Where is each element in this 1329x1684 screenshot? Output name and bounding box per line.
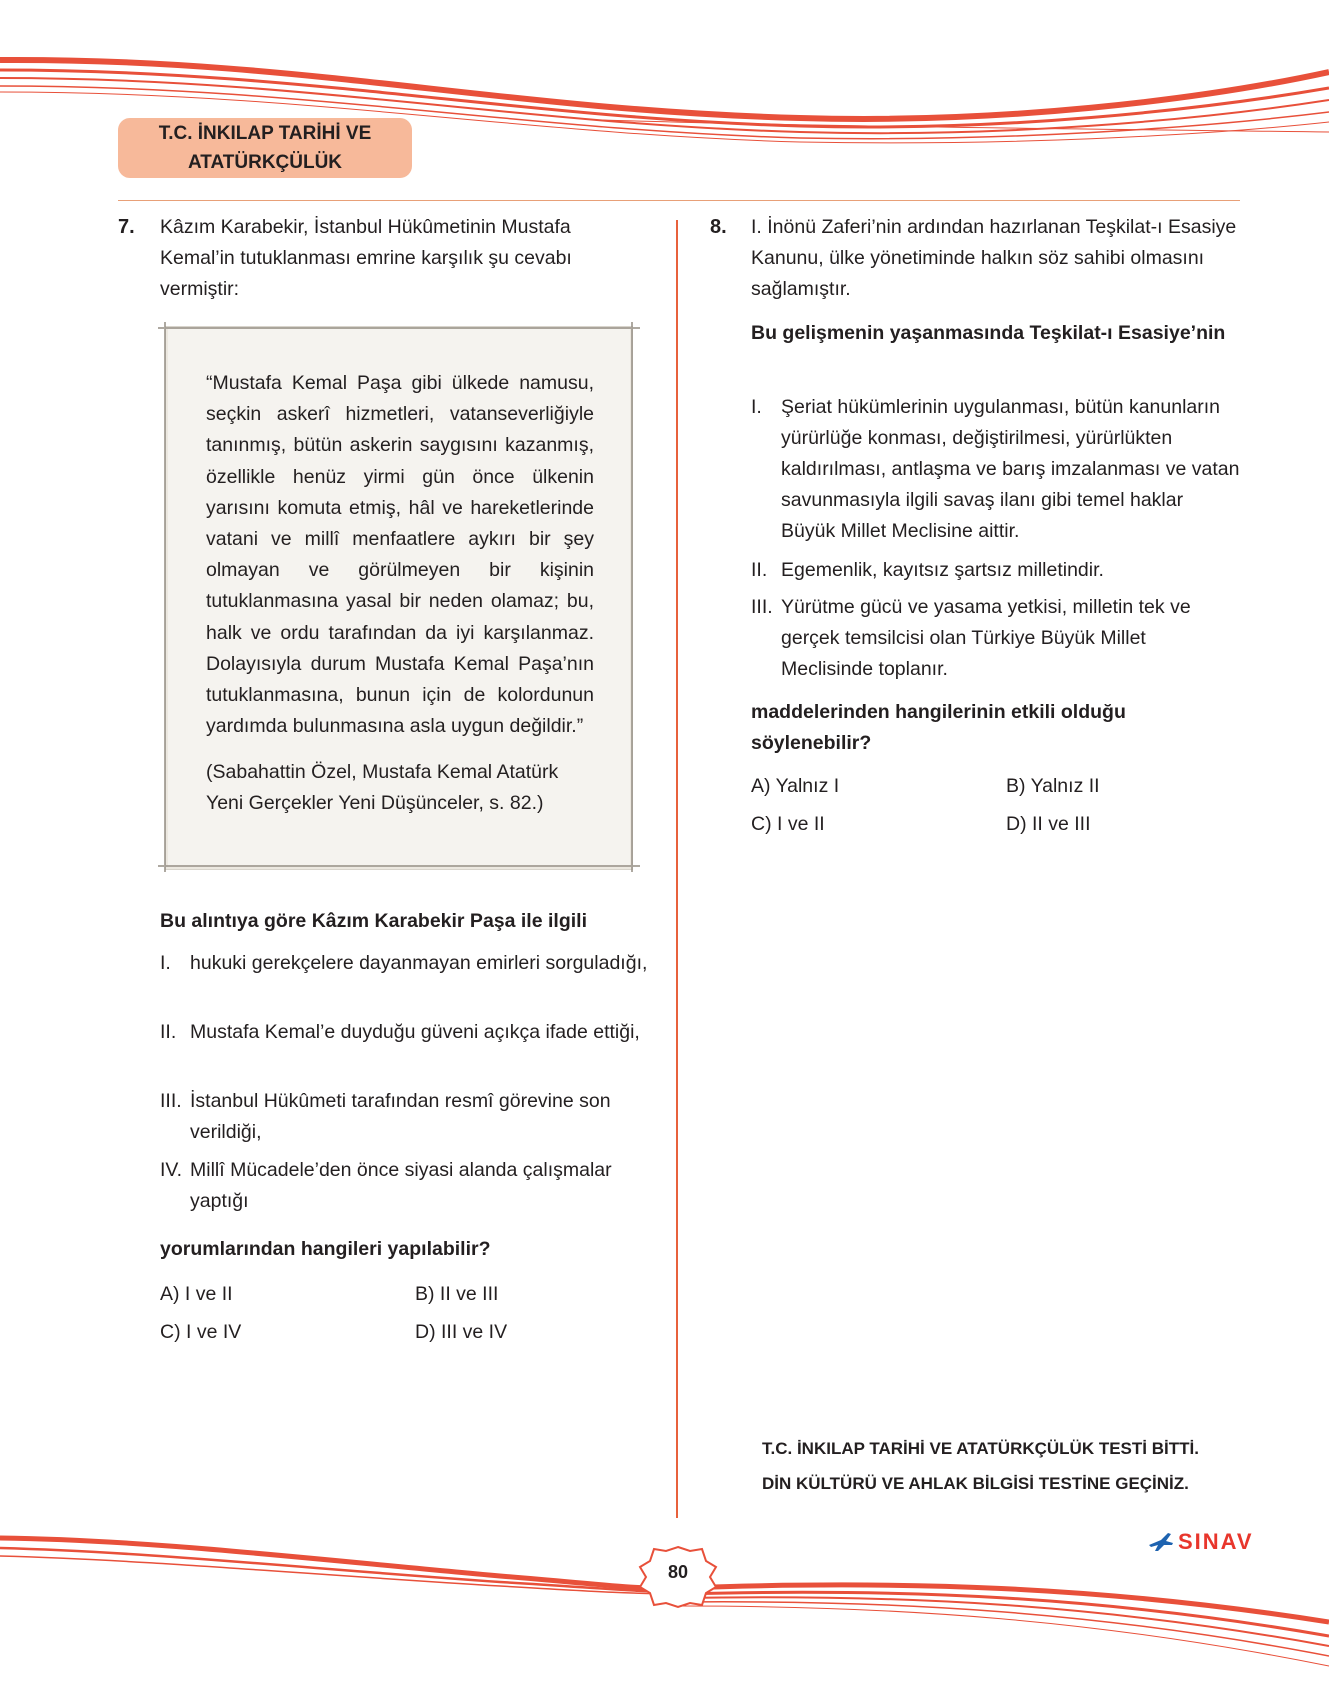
subject-title: T.C. İNKILAP TARİHİ VE ATATÜRKÇÜLÜK bbox=[158, 123, 372, 173]
question-7-stem: Bu alıntıya göre Kâzım Karabekir Paşa ile ilgili bbox=[160, 910, 587, 932]
question-7-intro: Kâzım Karabekir, İstanbul Hükûmetinin Mustafa Kemal’in tutuklanması emrine karşılık şu cevabı vermiştir: bbox=[160, 216, 572, 300]
roman-numeral: III. bbox=[160, 1090, 182, 1112]
item-text: Mustafa Kemal’e duyduğu güveni açıkça ifade ettiği, bbox=[190, 1021, 640, 1043]
next-test-note: DİN KÜLTÜRÜ VE AHLAK BİLGİSİ TESTİNE GEÇİNİZ. bbox=[762, 1474, 1189, 1493]
page-number: 80 bbox=[667, 1562, 689, 1582]
question-8-option-a[interactable]: A) Yalnız I bbox=[751, 775, 840, 797]
roman-numeral: I. bbox=[751, 396, 762, 418]
test-end-note: T.C. İNKILAP TARİHİ VE ATATÜRKÇÜLÜK TESTİ BİTTİ. bbox=[762, 1439, 1199, 1458]
question-8-question: maddelerinden hangilerinin etkili olduğu söylenebilir? bbox=[751, 701, 1126, 754]
roman-numeral: III. bbox=[751, 596, 773, 618]
question-7-option-d[interactable]: D) III ve IV bbox=[415, 1321, 508, 1343]
roman-numeral: IV. bbox=[160, 1159, 183, 1181]
question-8-item-3 bbox=[751, 592, 1241, 685]
question-7-option-a[interactable]: A) I ve II bbox=[160, 1283, 233, 1305]
header-divider bbox=[118, 200, 1240, 201]
item-text: Şeriat hükümlerinin uygulanması, bütün kanunların yürürlüğe konması, değiştirilmesi, yürürlükten kaldırılması, antlaşma ve barış imzalanması ve vatan savunmasıyla ilgili savaş ilanı gibi temel haklar Büyük Millet Meclisine aittir. bbox=[781, 396, 1240, 542]
question-7-item-4 bbox=[160, 1155, 650, 1217]
item-text: İstanbul Hükûmeti tarafından resmî görevine son verildiği, bbox=[190, 1090, 611, 1143]
question-8-option-b[interactable]: B) Yalnız II bbox=[1006, 775, 1100, 797]
subject-badge bbox=[118, 118, 412, 178]
question-7-item-2 bbox=[160, 1017, 650, 1048]
roman-numeral: II. bbox=[160, 1021, 177, 1043]
question-8-number: 8. bbox=[710, 216, 727, 238]
question-7-number: 7. bbox=[118, 216, 135, 238]
question-7-item-1 bbox=[160, 948, 650, 979]
item-text: Yürütme gücü ve yasama yetkisi, milletin tek ve gerçek temsilcisi olan Türkiye Büyük Millet Meclisinde toplanır. bbox=[781, 596, 1191, 680]
question-7-option-c[interactable]: C) I ve IV bbox=[160, 1321, 242, 1343]
quote-text: “Mustafa Kemal Paşa gibi ülkede namusu, seçkin askerî hizmetleri, vatanseverliğiyle tanınmış, bütün askerin saygısını kazanmış, özellikle henüz yirmi gün önce ülkenin yarısını komuta etmiş, hâl ve hareketlerinde vatani ve millî menfaatlere aykırı bir şey olmayan ve görülmeyen bir kişinin tutuklanmasına yasal bir neden olamaz; bu, halk ve ordu tarafından da iyi karşılanmaz. Dolayısıyla durum Mustafa Kemal Paşa’nın tutuklanmasına, bunun için de kolordunun yardımda bulunmasına asla uygun değildir.” bbox=[206, 372, 594, 738]
quote-source: (Sabahattin Özel, Mustafa Kemal Atatürk Yeni Gerçekler Yeni Düşünceler, s. 82.) bbox=[206, 761, 559, 814]
question-7-option-b[interactable]: B) II ve III bbox=[415, 1283, 499, 1305]
question-8-option-d[interactable]: D) II ve III bbox=[1006, 813, 1091, 835]
question-8-item-1 bbox=[751, 392, 1241, 547]
question-8-intro: I. İnönü Zaferi’nin ardından hazırlanan Teşkilat-ı Esasiye Kanunu, ülke yönetiminde halkın söz sahibi olmasını sağlamıştır. bbox=[751, 216, 1237, 300]
item-text: hukuki gerekçelere dayanmayan emirleri sorguladığı, bbox=[190, 952, 648, 974]
question-8-item-2 bbox=[751, 555, 1241, 586]
question-7-question: yorumlarından hangileri yapılabilir? bbox=[160, 1238, 491, 1260]
item-text: Egemenlik, kayıtsız şartsız milletindir. bbox=[781, 559, 1104, 581]
logo-text: SINAV bbox=[1178, 1529, 1254, 1554]
question-7-item-3 bbox=[160, 1086, 650, 1148]
question-8-stem: Bu gelişmenin yaşanmasında Teşkilat-ı Esasiye’nin bbox=[751, 322, 1226, 344]
question-8-option-c[interactable]: C) I ve II bbox=[751, 813, 825, 835]
column-divider bbox=[676, 220, 678, 1518]
roman-numeral: I. bbox=[160, 952, 171, 974]
roman-numeral: II. bbox=[751, 559, 768, 581]
item-text: Millî Mücadele’den önce siyasi alanda çalışmalar yaptığı bbox=[190, 1159, 612, 1212]
